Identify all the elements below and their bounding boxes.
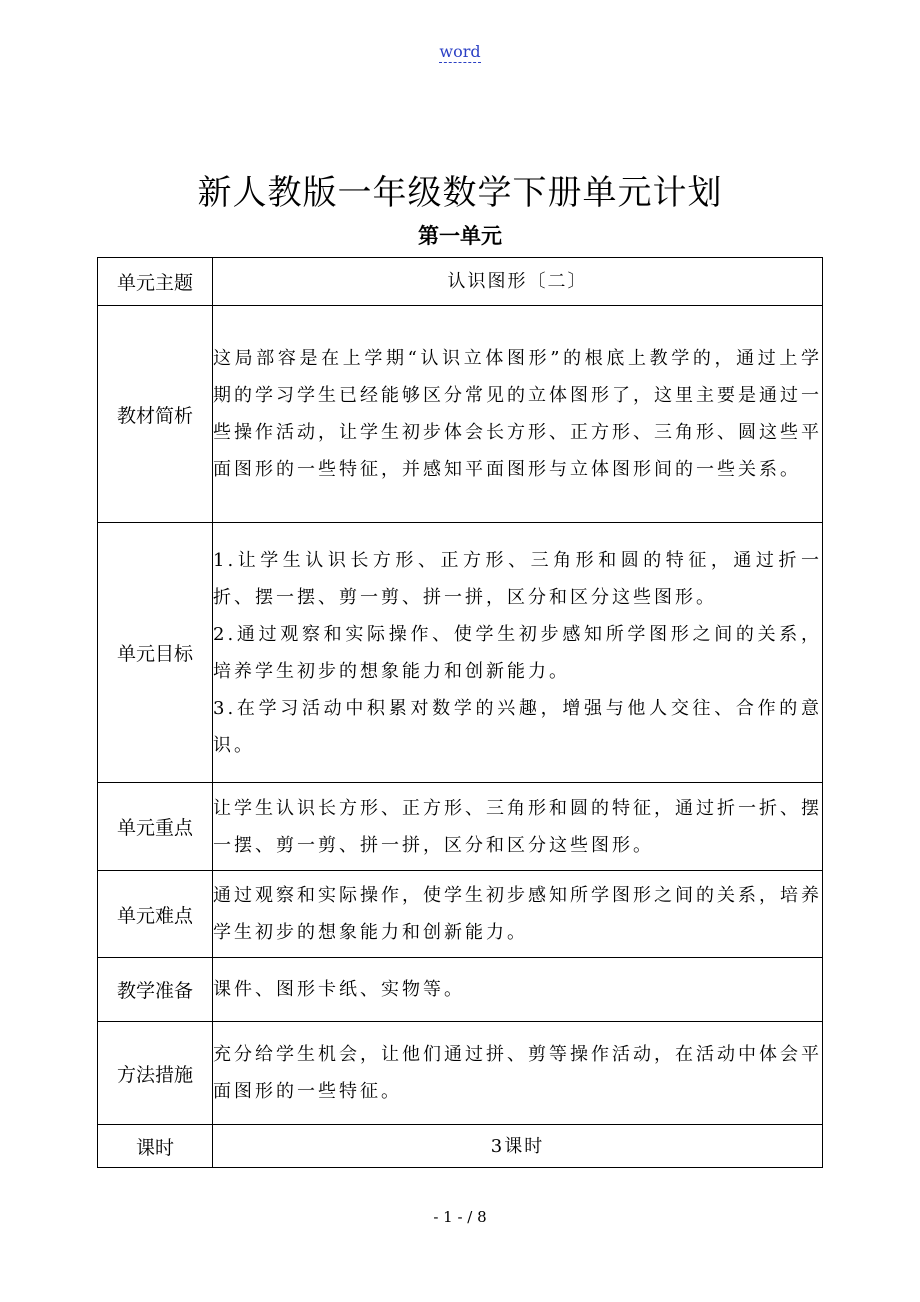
row-content-preparation: 课件、图形卡纸、实物等。 [213, 958, 823, 1022]
row-label-hours: 课时 [98, 1125, 213, 1168]
row-content-goals [213, 523, 823, 783]
row-label-goals: 单元目标 [98, 523, 213, 783]
row-content-key-points: 让学生认识长方形、正方形、三角形和圆的特征，通过折一折、摆一摆、剪一剪、拼一拼，区分和区分这些图形。 [213, 783, 823, 871]
row-content-hours: 3课时 [213, 1125, 823, 1168]
table-row-difficulties [98, 871, 823, 958]
table-row-theme [98, 258, 823, 306]
page-title: 新人教版一年级数学下册单元计划 [197, 173, 723, 213]
unit-plan-table [97, 257, 823, 1168]
goal-item: 2.通过观察和实际操作、使学生初步感知所学图形之间的关系，培养学生初步的想象能力和创新能力。 [213, 623, 822, 682]
page-number: - 1 - / 8 [433, 1208, 487, 1226]
goal-item: 3.在学习活动中积累对数学的兴趣，增强与他人交往、合作的意识。 [213, 697, 822, 756]
row-content-analysis: 这局部容是在上学期“认识立体图形”的根底上教学的，通过上学期的学习学生已经能够区分常见的立体图形了，这里主要是通过一些操作活动，让学生初步体会长方形、正方形、三角形、圆这些平面图形的一些特征，并感知平面图形与立体图形间的一些关系。 [213, 306, 823, 523]
row-label-methods: 方法措施 [98, 1022, 213, 1125]
row-label-preparation: 教学准备 [98, 958, 213, 1022]
header-word-link[interactable] [0, 42, 920, 61]
row-label-analysis: 教材简析 [98, 306, 213, 523]
goal-item: 1.让学生认识长方形、正方形、三角形和圆的特征，通过折一折、摆一摆、剪一剪、拼一拼，区分和区分这些图形。 [213, 549, 822, 608]
row-content-theme: 认识图形〔二〕 [213, 258, 823, 306]
unit-heading: 第一单元 [418, 224, 502, 248]
header-link-text[interactable]: word [439, 42, 481, 61]
table-row-analysis [98, 306, 823, 523]
row-label-theme: 单元主题 [98, 258, 213, 306]
row-content-difficulties: 通过观察和实际操作，使学生初步感知所学图形之间的关系，培养学生初步的想象能力和创新能力。 [213, 871, 823, 958]
table-row-hours [98, 1125, 823, 1168]
table-row-goals [98, 523, 823, 783]
row-label-difficulties: 单元难点 [98, 871, 213, 958]
row-content-methods: 充分给学生机会，让他们通过拼、剪等操作活动，在活动中体会平面图形的一些特征。 [213, 1022, 823, 1125]
table-row-preparation [98, 958, 823, 1022]
row-label-key-points: 单元重点 [98, 783, 213, 871]
table-row-key-points [98, 783, 823, 871]
table-row-methods [98, 1022, 823, 1125]
